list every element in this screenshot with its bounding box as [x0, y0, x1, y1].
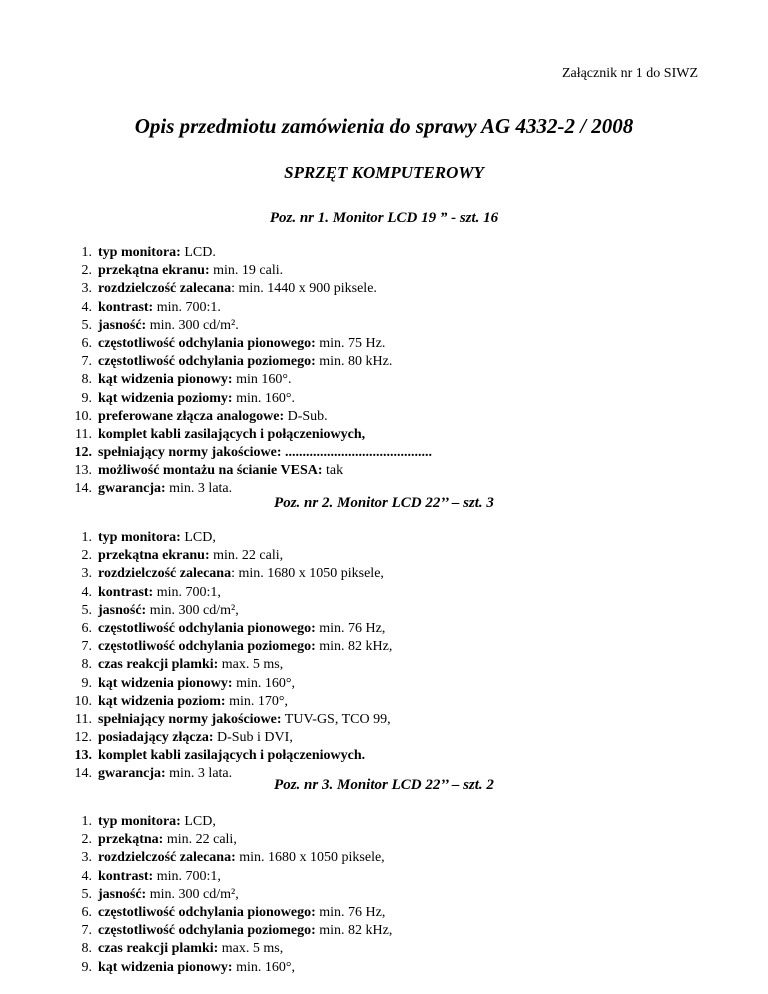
- item-label: komplet kabli zasilających i połączeniowych,: [98, 426, 366, 442]
- item-label: częstotliwość odchylania poziomego:: [98, 354, 316, 370]
- item-number: 4.: [81, 868, 92, 884]
- list-item: [81, 849, 392, 867]
- section-2-heading: Poz. nr 2. Monitor LCD 22’’ – szt. 3: [274, 495, 494, 511]
- list-item: [81, 262, 432, 280]
- list-item: [74, 444, 433, 462]
- item-value: min. 160°.: [232, 390, 295, 406]
- item-label: częstotliwość odchylania poziomego:: [98, 923, 316, 939]
- item-number: 14.: [74, 766, 92, 782]
- item-number: 3.: [81, 850, 92, 866]
- item-value: min. 160°,: [232, 959, 295, 975]
- item-number: 5.: [81, 602, 92, 618]
- list-item: [81, 831, 392, 849]
- item-value: min. 76 Hz,: [315, 904, 386, 920]
- attachment-note: Załącznik nr 1 do SIWZ: [561, 66, 698, 81]
- item-label: komplet kabli zasilających i połączeniowych.: [98, 748, 366, 764]
- list-item: [81, 335, 432, 353]
- list-item: [81, 371, 432, 389]
- item-label: jasność:: [98, 602, 147, 618]
- item-number: 13.: [74, 748, 92, 764]
- item-number: 7.: [81, 354, 92, 370]
- item-label: spełniający normy jakościowe:: [98, 445, 282, 461]
- item-value: TUV-GS, TCO 99,: [281, 711, 391, 727]
- item-number: 1.: [81, 814, 92, 829]
- list-item: [81, 922, 393, 940]
- item-number: 2.: [81, 263, 92, 279]
- item-value: D-Sub.: [284, 408, 328, 424]
- item-value: min. 82 kHz,: [315, 923, 393, 939]
- list-item: [81, 868, 392, 886]
- item-label: kąt widzenia pionowy:: [98, 675, 233, 691]
- list-item: [81, 317, 432, 335]
- item-number: 11.: [75, 711, 92, 727]
- list-item: [74, 462, 432, 480]
- item-value: min. 300 cd/m²,: [146, 602, 239, 618]
- item-value: tak: [322, 463, 344, 479]
- list-item: [74, 747, 392, 765]
- item-label: typ monitora:: [98, 814, 181, 829]
- item-label: kąt widzenia pionowy:: [98, 372, 233, 388]
- document-subtitle: SPRZĘT KOMPUTEROWY: [284, 163, 484, 182]
- item-label: rozdzielczość zalecana: [98, 566, 232, 582]
- item-label: kontrast:: [98, 299, 154, 315]
- item-label: rozdzielczość zalecana: [98, 281, 232, 297]
- item-number: 2.: [81, 832, 92, 848]
- item-number: 7.: [81, 923, 92, 939]
- item-value: max. 5 ms,: [218, 657, 284, 673]
- item-number: 10.: [74, 693, 92, 709]
- item-number: 12.: [74, 445, 92, 461]
- item-label: typ monitora:: [98, 245, 181, 260]
- item-label: czas reakcji plamki:: [98, 657, 219, 673]
- list-item: [81, 904, 392, 922]
- item-value: min. 700:1.: [153, 299, 221, 315]
- list-item: [81, 620, 392, 638]
- item-number: 8.: [81, 372, 92, 388]
- item-label: kąt widzenia poziom:: [98, 693, 226, 709]
- item-label: spełniający normy jakościowe:: [98, 711, 282, 727]
- item-label: typ monitora:: [98, 530, 181, 545]
- item-number: 1.: [81, 245, 92, 260]
- item-label: częstotliwość odchylania pionowego:: [98, 904, 316, 920]
- item-label: gwarancja:: [98, 481, 166, 497]
- item-value: ..........................................: [281, 445, 433, 461]
- list-item: [81, 602, 392, 620]
- list-item: [81, 959, 392, 977]
- item-number: 9.: [81, 959, 92, 975]
- item-value: min. 700:1,: [153, 584, 221, 600]
- list-item: [81, 390, 432, 408]
- item-number: 1.: [81, 530, 92, 545]
- item-number: 10.: [74, 408, 92, 424]
- item-number: 5.: [81, 317, 92, 333]
- list-item: [81, 584, 392, 602]
- item-number: 7.: [81, 639, 92, 655]
- item-label: kąt widzenia poziomy:: [98, 390, 233, 406]
- item-value: min. 19 cali.: [209, 263, 284, 279]
- item-number: 8.: [81, 941, 92, 957]
- item-label: rozdzielczość zalecana:: [98, 850, 236, 866]
- item-value: D-Sub i DVI,: [213, 730, 293, 746]
- list-item: [81, 940, 392, 958]
- item-value: min. 700:1,: [153, 868, 221, 884]
- list-item: [81, 656, 392, 674]
- list-item: [81, 886, 392, 904]
- item-number: 3.: [81, 566, 92, 582]
- list-item: [81, 299, 432, 317]
- item-number: 13.: [74, 463, 92, 479]
- item-value: : min. 1440 x 900 piksele.: [231, 281, 377, 297]
- item-label: kontrast:: [98, 868, 154, 884]
- item-number: 4.: [81, 299, 92, 315]
- list-item: [74, 729, 392, 747]
- item-number: 6.: [81, 620, 92, 636]
- item-value: min. 3 lata.: [165, 481, 233, 497]
- item-value: min. 82 kHz,: [315, 639, 393, 655]
- list-item: [81, 813, 392, 831]
- list-item: [81, 244, 432, 262]
- item-value: min. 22 cali,: [163, 832, 237, 848]
- item-number: 14.: [74, 481, 92, 497]
- item-value: min. 300 cd/m²,: [146, 886, 239, 902]
- list-item: [81, 547, 392, 565]
- item-label: gwarancja:: [98, 766, 166, 782]
- item-value: min. 22 cali,: [209, 548, 284, 564]
- list-item: [74, 693, 392, 711]
- section-3-heading: Poz. nr 3. Monitor LCD 22’’ – szt. 2: [274, 777, 494, 793]
- item-value: min. 170°,: [225, 693, 288, 709]
- list-item: [81, 529, 392, 547]
- item-value: min. 75 Hz.: [315, 335, 386, 351]
- item-number: 8.: [81, 657, 92, 673]
- item-value: min 160°.: [232, 372, 292, 388]
- item-value: LCD,: [180, 530, 216, 545]
- item-value: : min. 1680 x 1050 piksele,: [231, 566, 384, 582]
- item-label: czas reakcji plamki:: [98, 941, 219, 957]
- item-number: 11.: [75, 426, 92, 442]
- item-number: 4.: [81, 584, 92, 600]
- item-number: 6.: [81, 904, 92, 920]
- item-value: max. 5 ms,: [218, 941, 284, 957]
- list-item: [81, 280, 432, 298]
- item-label: częstotliwość odchylania poziomego:: [98, 639, 316, 655]
- item-label: przekątna ekranu:: [98, 263, 210, 279]
- item-label: jasność:: [98, 886, 147, 902]
- list-item: [81, 638, 393, 656]
- item-value: min. 160°,: [232, 675, 295, 691]
- item-value: min. 300 cd/m².: [146, 317, 239, 333]
- item-value: min. 1680 x 1050 piksele,: [235, 850, 385, 866]
- item-number: 9.: [81, 390, 92, 406]
- item-label: przekątna ekranu:: [98, 548, 210, 564]
- item-number: 12.: [74, 730, 92, 746]
- section-1-heading: Poz. nr 1. Monitor LCD 19 ” - szt. 16: [269, 210, 499, 226]
- item-number: 2.: [81, 548, 92, 564]
- list-item: [75, 426, 432, 444]
- item-number: 6.: [81, 335, 92, 351]
- item-label: preferowane złącza analogowe:: [98, 408, 285, 424]
- item-number: 3.: [81, 281, 92, 297]
- item-label: możliwość montażu na ścianie VESA:: [98, 463, 323, 479]
- section-1-list: [74, 244, 433, 499]
- list-item: [81, 675, 392, 693]
- item-label: częstotliwość odchylania pionowego:: [98, 335, 316, 351]
- list-item: [75, 711, 392, 729]
- item-label: kąt widzenia pionowy:: [98, 959, 233, 975]
- item-label: posiadający złącza:: [98, 730, 214, 746]
- list-item: [74, 408, 432, 426]
- item-label: przekątna:: [98, 832, 164, 848]
- item-number: 9.: [81, 675, 92, 691]
- section-3-list: [81, 813, 393, 977]
- item-value: min. 76 Hz,: [315, 620, 386, 636]
- item-label: częstotliwość odchylania pionowego:: [98, 620, 316, 636]
- item-value: LCD,: [180, 814, 216, 829]
- list-item: [81, 353, 432, 371]
- item-value: LCD.: [180, 245, 216, 260]
- item-label: jasność:: [98, 317, 147, 333]
- item-number: 5.: [81, 886, 92, 902]
- document-title: Opis przedmiotu zamówienia do sprawy AG 4332-2 / 2008: [134, 114, 634, 138]
- item-value: min. 3 lata.: [165, 766, 233, 782]
- list-item: [81, 565, 392, 583]
- item-value: min. 80 kHz.: [315, 354, 393, 370]
- item-label: kontrast:: [98, 584, 154, 600]
- section-2-list: [74, 529, 393, 784]
